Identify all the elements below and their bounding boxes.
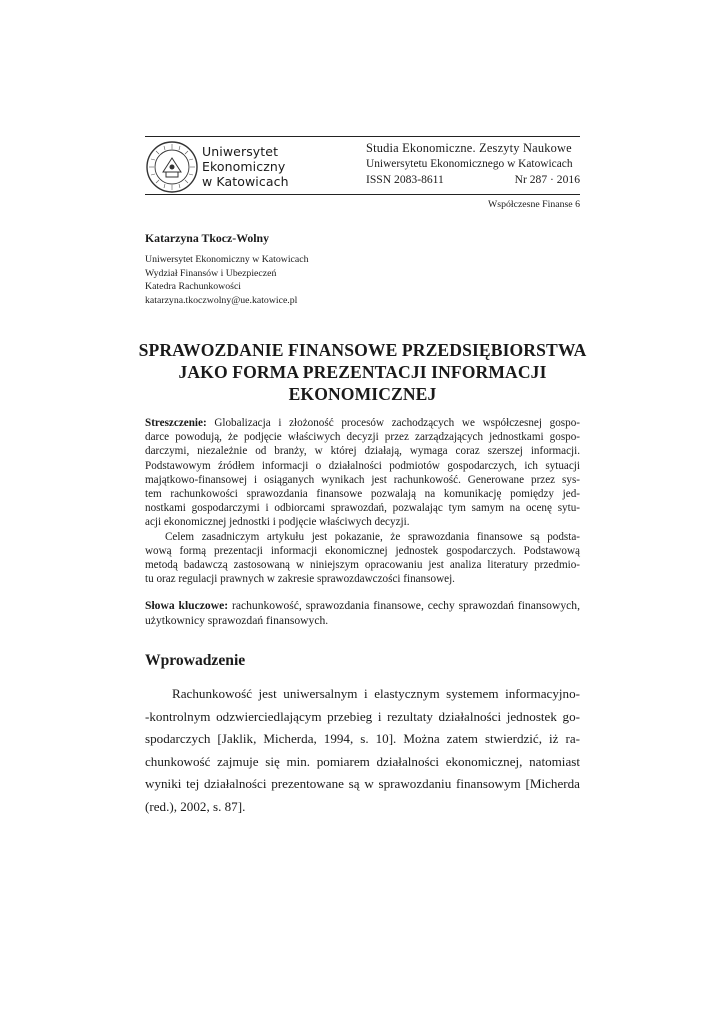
section-heading: Wprowadzenie xyxy=(145,652,246,669)
author-name: Katarzyna Tkocz-Wolny xyxy=(145,231,269,245)
abstract-line: Podstawowym źródłem informacji o działalności podmiotów gospodarczych, ich sytuacji xyxy=(145,459,580,472)
body-line: spodarczych [Jaklik, Micherda, 1994, s. 10]. Można zatem stwierdzić, iż ra- xyxy=(145,731,580,747)
section-body xyxy=(145,683,580,819)
journal-issn-issue xyxy=(366,172,580,188)
abstract-label: Streszczenie: xyxy=(145,417,207,429)
keywords xyxy=(145,599,580,628)
issn: ISSN 2083-8611 xyxy=(366,173,444,186)
title-line: JAKO FORMA PREZENTACJI INFORMACJI xyxy=(178,362,547,382)
title-line: SPRAWOZDANIE FINANSOWE PRZEDSIĘBIORSTWA xyxy=(138,340,587,360)
abstract-line: majątkowo-finansowej i osiąganych wynikach jest rachunkowość. Generowane przez sys- xyxy=(145,473,580,486)
journal-title: Studia Ekonomiczne. Zeszyty Naukowe xyxy=(366,141,572,155)
series-name: Współczesne Finanse 6 xyxy=(488,199,580,210)
university-name xyxy=(202,144,289,189)
keywords-label: Słowa kluczowe: xyxy=(145,599,229,612)
university-name-line: Ekonomiczny xyxy=(202,159,286,174)
abstract-line: tem rachunkowości sprawozdania finansowe pozwalają na komunikację pomiędzy jed- xyxy=(145,487,580,500)
affiliation-university: Uniwersytet Ekonomiczny w Katowicach xyxy=(145,254,309,265)
body-line: Rachunkowość jest uniwersalnym i elastycznym systemem informacyjno- xyxy=(172,686,580,701)
title-line: EKONOMICZNEJ xyxy=(288,384,437,404)
abstract-line: nostkami gospodarczymi i odbiorcami sprawozdań, pozwalając tym samym na ocenę sytu- xyxy=(145,502,580,515)
affiliation-department: Katedra Rachunkowości xyxy=(145,281,242,292)
abstract-line: metodą badawczą zastosowaną w niniejszym opracowaniu jest analiza literatury przedmio- xyxy=(145,558,580,571)
author-affiliation xyxy=(145,253,309,307)
header-bottom-rule xyxy=(145,194,580,195)
abstract-line: wową formą prezentacji informacji ekonomicznej jednostek gospodarczych. Podstawową xyxy=(145,544,580,557)
university-seal-icon xyxy=(146,141,198,193)
abstract-line: Celem zasadniczym artykułu jest pokazanie, że sprawozdania finansowe są podsta- xyxy=(165,530,580,543)
abstract-line: acji ekonomicznej jednostki i podjęcie właściwych decyzji. xyxy=(145,516,410,529)
body-line: (red.), 2002, s. 87]. xyxy=(145,798,246,814)
author-email[interactable]: katarzyna.tkoczwolny@ue.katowice.pl xyxy=(145,294,298,306)
body-line: -kontrolnym odzwierciedlającym przebieg i rezultaty działalności jednostek go- xyxy=(145,708,580,724)
abstract-line: darczymi, niezależnie od branży, w której działają, wymaga coraz szerszej informacji. xyxy=(145,445,580,458)
university-name-line: Uniwersytet xyxy=(202,144,279,159)
issue-number: Nr 287 · 2016 xyxy=(514,173,580,186)
keywords-line: użytkownicy sprawozdań finansowych. xyxy=(145,613,329,627)
abstract-line: tu oraz regulacji prawnych w zakresie sprawozdawczości finansowej. xyxy=(145,573,455,586)
journal-publisher: Uniwersytetu Ekonomicznego w Katowicach xyxy=(366,157,573,170)
journal-info xyxy=(366,141,580,188)
header-top-rule xyxy=(145,136,580,137)
affiliation-faculty: Wydział Finansów i Ubezpieczeń xyxy=(145,267,277,279)
university-name-line: w Katowicach xyxy=(202,174,289,189)
keywords-line: rachunkowość, sprawozdania finansowe, cechy sprawozdań finansowych, xyxy=(228,599,580,612)
body-line: chunkowość zajmuje się min. pomiarem działalności ekonomicznej, natomiast xyxy=(145,753,580,769)
abstract-line: darce powodują, że podjęcie właściwych decyzji przez zarządzających jednostkami gospo- xyxy=(145,431,580,444)
abstract-line: Globalizacja i złożoność procesów zachodzących we współczesnej gospo- xyxy=(206,417,580,429)
body-line: wyniki tej działalności prezentowane są w sprawozdaniu finansowym [Micherda xyxy=(145,776,580,792)
paper-title xyxy=(130,339,595,405)
abstract xyxy=(145,416,580,586)
